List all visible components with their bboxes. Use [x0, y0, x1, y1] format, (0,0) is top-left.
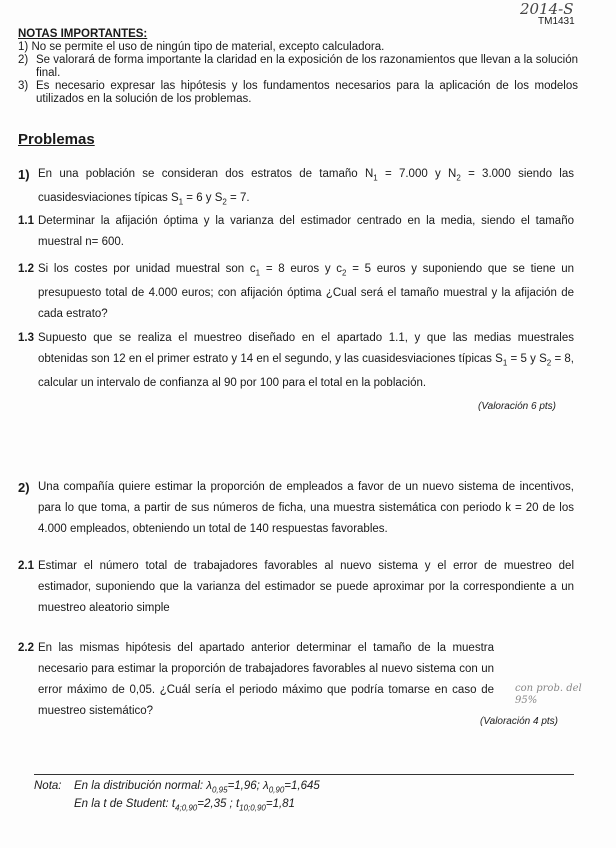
problem-1-2	[18, 259, 574, 325]
problem-number: 1)	[18, 167, 30, 182]
notes-title: NOTAS IMPORTANTES:	[18, 28, 148, 40]
problem-text: En una población se consideran dos estratos de tamaño $N_1 = 7.000$ y $N_2 = 3.000$ siendo las cuasidesviaciones típicas $S_1 = 6$ y $S_2 = 7$.	[38, 168, 574, 207]
footer-divider	[34, 774, 574, 775]
problem-2-2	[18, 638, 574, 722]
problem-number: 2)	[18, 480, 30, 495]
problem-text: Determinar la afijación óptima y la varianza del estimador centrado en la media, siendo el tamaño muestral n= 600.	[38, 215, 574, 248]
problem-text: Estimar el número total de trabajadores favorables al nuevo sistema y el error de muestreo del estimador, suponiendo que la varianza del estimador se puede aproximar por la correspondiente a un muestreo aleatorio simple	[38, 560, 574, 614]
problem-1-3	[18, 328, 574, 394]
problem-number: 1.2	[18, 263, 34, 275]
problems-title: Problemas	[18, 131, 95, 148]
valoracion-1: (Valoración 6 pts)	[478, 401, 556, 412]
problem-text: En las mismas hipótesis del apartado anterior determinar el tamaño de la muestra necesario para estimar la proporción de trabajadores favorables al nuevo sistema con un error máximo de 0,05. ¿Cuál sería el periodo máximo que podría tomarse en caso de muestreo sistemático?	[38, 642, 494, 717]
problem-number: 2.1	[18, 560, 34, 572]
problem-1-1	[18, 211, 574, 253]
handwritten-year: 2014-S	[520, 0, 574, 18]
note-item-3	[18, 80, 578, 106]
note-item-2	[18, 54, 578, 80]
exam-code: TM1431	[538, 16, 575, 27]
note-number: 1)	[18, 41, 29, 53]
problem-text: Si los costes por unidad muestral son $c_1 = 8$ euros y $c_2 = 5$ euros y suponiendo que se tiene un presupuesto total de 4.000 euros; con afijación óptima ¿Cual será el tamaño muestral y la afijación de cada estrato?	[38, 263, 575, 321]
handwritten-note: con prob. del 95%	[515, 683, 582, 706]
problem-number: 1.3	[18, 332, 34, 344]
problem-2	[18, 477, 574, 540]
problem-number: 2.2	[18, 642, 34, 654]
problem-2-1	[18, 556, 574, 619]
note-text: Se valorará de forma importante la claridad en la exposición de los razonamientos que llevan a la solución final.	[36, 54, 578, 79]
footer-line-2: En la t de Student: $t_{4;0,90}=2,35$ ; $t_{10;0,90}=1,81$	[74, 798, 295, 813]
problem-number: 1.1	[18, 215, 34, 227]
note-number: 2)	[18, 54, 29, 66]
valoracion-2: (Valoración 4 pts)	[480, 716, 558, 727]
problem-text: Una compañía quiere estimar la proporción de empleados a favor de un nuevo sistema de incentivos, para lo que toma, a partir de sus números de ficha, una muestra sistemática con periodo k = 20 de los 4.000 empleados, obteniendo un total de 140 respuestas favorables.	[38, 481, 574, 535]
problem-1	[18, 164, 574, 213]
footer-line-1: Nota: En la distribución normal: $\lambda_{0,95}=1,96$; $\lambda_{0,90}=1,645$	[34, 780, 320, 795]
problem-text: Supuesto que se realiza el muestreo diseñado en el apartado 1.1, y que las medias muestrales obtenidas son 12 en el primer estrato y 14 en el segundo, y las cuasidesviaciones típicas $S_1 = 5$ y $S_2 = 8$, calcular un intervalo de confianza al 90 por 100 para el total en la población.	[38, 332, 575, 390]
note-text: No se permite el uso de ningún tipo de material, excepto calculadora.	[31, 41, 385, 53]
footer-label: Nota:	[34, 780, 62, 792]
note-text: Es necesario expresar las hipótesis y los fundamentos necesarios para la aplicación de los modelos utilizados en la solución de los problemas.	[36, 80, 578, 105]
note-item-1	[18, 41, 578, 54]
note-number: 3)	[18, 80, 29, 92]
footer-note	[34, 779, 574, 816]
